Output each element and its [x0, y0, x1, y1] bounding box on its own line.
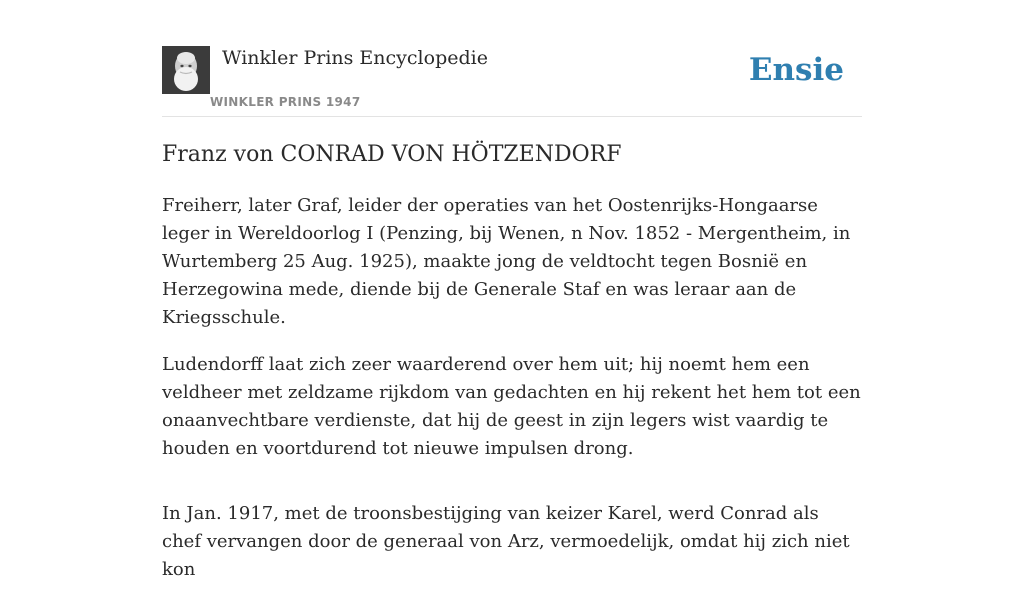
header [162, 46, 862, 117]
author-avatar[interactable] [162, 46, 210, 94]
article [162, 140, 862, 603]
site-name[interactable]: Winkler Prins Encyclopedie [222, 47, 488, 69]
article-title: Franz von CONRAD VON HÖTZENDORF [162, 142, 622, 167]
brand-logo[interactable]: Ensie [748, 52, 844, 88]
article-paragraph: Ludendorff laat zich zeer waarderend over hem uit; hij noemt hem een veldheer met zeldzame rijkdom van gedachten en hij rekent het hem tot een onaanvechtbare verdienste, dat hij de geest in zijn legers wist vaardig te houden en voortdurend tot nieuwe impulsen drong. [162, 354, 861, 459]
source-label[interactable]: WINKLER PRINS 1947 [210, 95, 361, 109]
article-paragraph: Freiherr, later Graf, leider der operaties van het Oostenrijks-Hongaarse leger in Wereldoorlog I (Penzing, bij Wenen, n Nov. 1852 - Mergentheim, in Wurtemberg 25 Aug. 1925), maakte jong de veldtocht tegen Bosnië en Herzegowina mede, diende bij de Generale Staf en was leraar aan de Kriegsschule. [162, 195, 851, 328]
article-paragraph: In Jan. 1917, met de troonsbestijging van keizer Karel, werd Conrad als chef vervangen door de generaal von Arz, vermoedelijk, omdat hij zich niet kon [162, 503, 850, 580]
bearded-man-portrait-icon [162, 46, 210, 94]
